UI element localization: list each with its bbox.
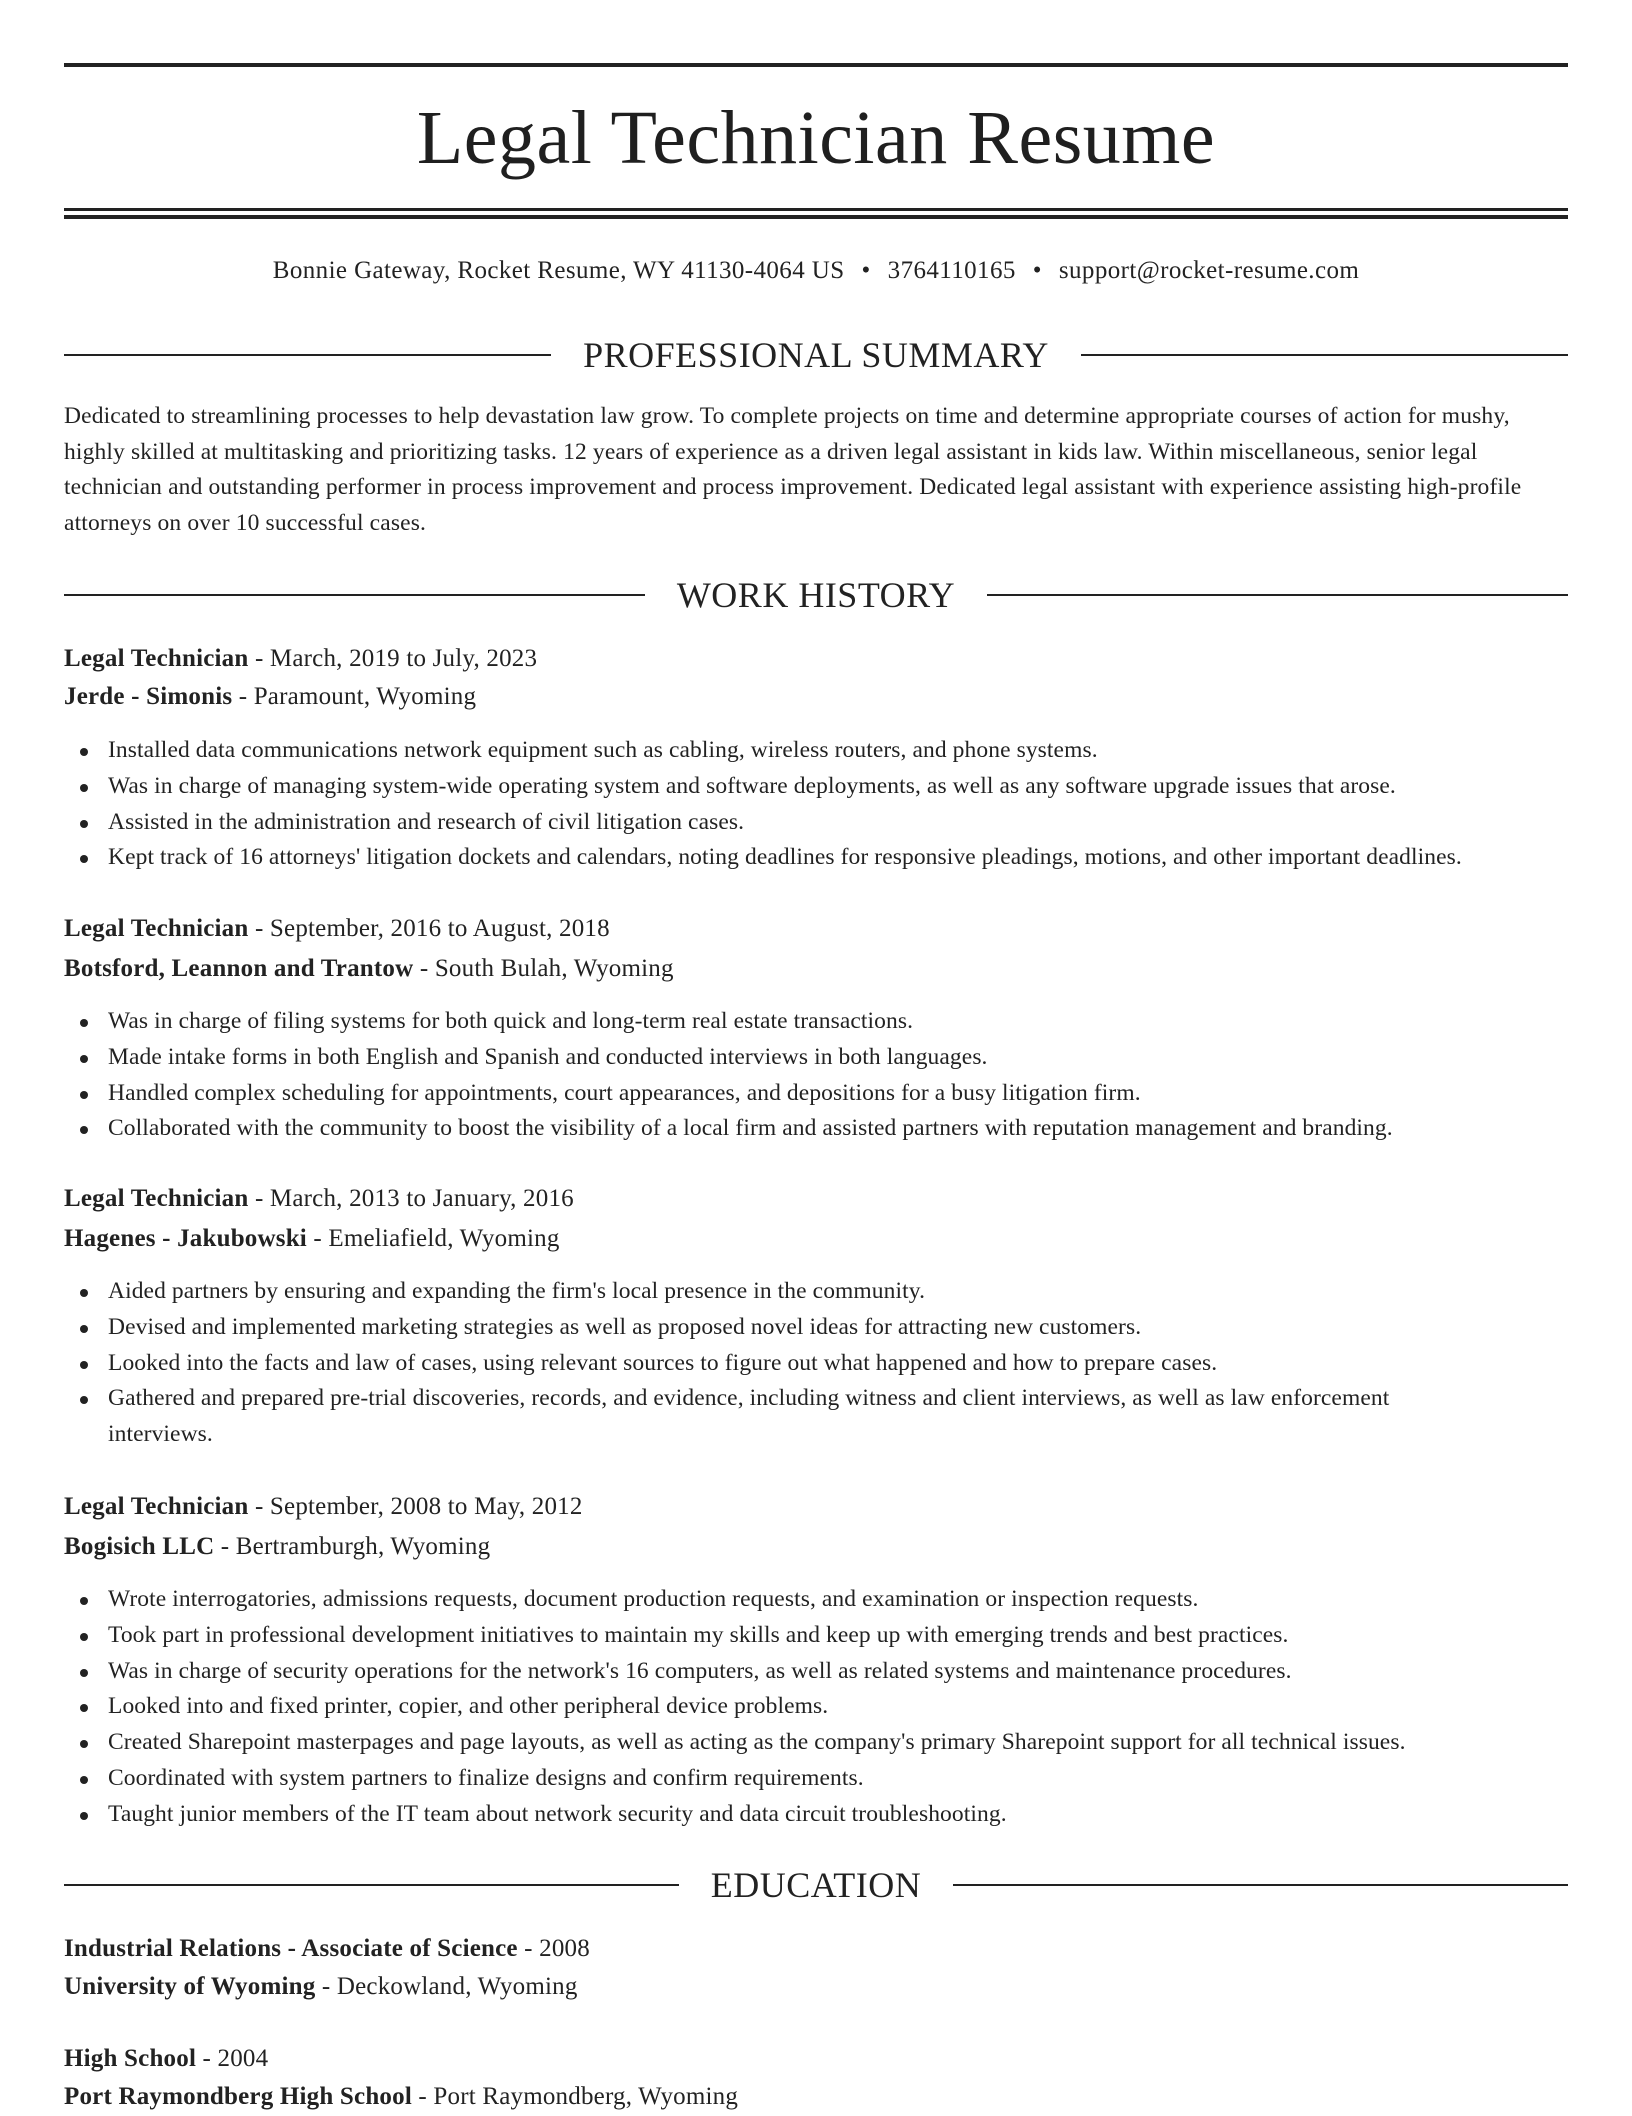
- job-location: - South Bulah, Wyoming: [413, 955, 674, 982]
- contact-phone: 3764110165: [887, 257, 1016, 284]
- job-location: - Emeliafield, Wyoming: [306, 1225, 560, 1252]
- summary-paragraph: Dedicated to streamlining processes to help devastation law grow. To complete projects on time and determine appropriate courses of action for mushy, highly skilled at multitasking and prioritizing tasks. 12 years of experience as a driven legal assistant in kids law. Within miscellaneous, senior legal technician and outstanding performer in process improvement and process improvement. Dedicated legal assistant with experience assisting high-profile attorneys on over 10 successful cases.: [64, 403, 1522, 537]
- contact-address: Bonnie Gateway, Rocket Resume, WY 41130-4064 US: [272, 257, 845, 284]
- section-heading-education: [64, 1863, 1568, 1907]
- list-item: Assisted in the administration and research of civil litigation cases.: [64, 805, 1568, 841]
- heading-rule-right: [953, 1884, 1568, 1886]
- education-school-line: [64, 1968, 578, 2006]
- job-location: - Bertramburgh, Wyoming: [214, 1533, 491, 1560]
- job-title-line: [64, 640, 537, 678]
- list-item: Created Sharepoint masterpages and page layouts, as well as acting as the company's primary Sharepoint support for all technical issues.: [64, 1725, 1568, 1761]
- job-company-line: [64, 950, 674, 988]
- education-year: - 2008: [517, 1935, 590, 1962]
- section-title: WORK HISTORY: [676, 575, 956, 615]
- list-item: Aided partners by ensuring and expanding the firm's local presence in the community.: [64, 1274, 1568, 1310]
- heading-rule-left: [64, 594, 645, 596]
- heading-rule-right: [1081, 354, 1568, 356]
- education-location: - Deckowland, Wyoming: [315, 1973, 578, 2000]
- list-item: Coordinated with system partners to finalize designs and confirm requirements.: [64, 1761, 1568, 1797]
- heading-rule-right: [987, 594, 1568, 596]
- education-degree: Industrial Relations - Associate of Science: [64, 1935, 518, 1962]
- title-double-rule-upper: [64, 208, 1568, 211]
- education-school: Port Raymondberg High School: [64, 2083, 412, 2110]
- job-bullets: [64, 733, 1568, 876]
- education-school: University of Wyoming: [64, 1973, 316, 2000]
- education-degree-line: [64, 1930, 590, 1968]
- job-title-line: [64, 1180, 574, 1218]
- list-item: Collaborated with the community to boost the visibility of a local firm and assisted partners with reputation management and branding.: [64, 1111, 1568, 1147]
- contact-separator: •: [861, 257, 871, 284]
- title-double-rule-lower: [64, 215, 1568, 219]
- heading-rule-left: [64, 1884, 679, 1886]
- contact-separator: •: [1032, 257, 1042, 284]
- job-title: Legal Technician: [64, 915, 249, 942]
- job-dates: - September, 2008 to May, 2012: [248, 1493, 583, 1520]
- list-item: Looked into the facts and law of cases, using relevant sources to figure out what happened and how to prepare cases.: [64, 1346, 1568, 1382]
- job-dates: - March, 2019 to July, 2023: [248, 645, 538, 672]
- section-heading-work-history: [64, 573, 1568, 617]
- job-bullets: [64, 1582, 1568, 1833]
- job-company: Bogisich LLC: [64, 1533, 215, 1560]
- list-item: Was in charge of security operations for the network's 16 computers, as well as related systems and maintenance procedures.: [64, 1654, 1568, 1690]
- education-year: - 2004: [196, 2045, 269, 2072]
- job-title: Legal Technician: [64, 1493, 249, 1520]
- page-title: Legal Technician Resume: [416, 96, 1216, 180]
- job-bullets: [64, 1274, 1568, 1453]
- section-title: PROFESSIONAL SUMMARY: [583, 335, 1049, 375]
- list-item: Was in charge of filing systems for both quick and long-term real estate transactions.: [64, 1004, 1568, 1040]
- job-title-line: [64, 910, 610, 948]
- top-rule: [64, 63, 1568, 67]
- job-company-line: [64, 678, 476, 716]
- section-title: EDUCATION: [710, 1865, 922, 1905]
- list-item: Made intake forms in both English and Spanish and conducted interviews in both languages.: [64, 1040, 1568, 1076]
- list-item: Handled complex scheduling for appointments, court appearances, and depositions for a busy litigation firm.: [64, 1076, 1568, 1112]
- job-title: Legal Technician: [64, 1185, 249, 1212]
- job-title-line: [64, 1488, 583, 1526]
- job-bullets: [64, 1004, 1568, 1147]
- job-company: Botsford, Leannon and Trantow: [64, 955, 414, 982]
- job-dates: - March, 2013 to January, 2016: [248, 1185, 574, 1212]
- heading-rule-left: [64, 354, 551, 356]
- job-title: Legal Technician: [64, 645, 249, 672]
- contact-email: support@rocket-resume.com: [1058, 257, 1360, 284]
- list-item: Devised and implemented marketing strategies as well as proposed novel ideas for attracting new customers.: [64, 1310, 1568, 1346]
- contact-line: [64, 254, 1568, 288]
- job-company: Jerde - Simonis: [64, 683, 233, 710]
- job-company-line: [64, 1220, 560, 1258]
- job-company-line: [64, 1528, 490, 1566]
- list-item: Was in charge of managing system-wide operating system and software deployments, as well as any software upgrade issues that arose.: [64, 769, 1568, 805]
- list-item: Took part in professional development initiatives to maintain my skills and keep up with emerging trends and best practices.: [64, 1618, 1568, 1654]
- list-item: Installed data communications network equipment such as cabling, wireless routers, and phone systems.: [64, 733, 1568, 769]
- education-degree-line: [64, 2040, 268, 2078]
- list-item: Gathered and prepared pre-trial discoveries, records, and evidence, including witness and client interviews, as well as law enforcement interviews.: [64, 1381, 1568, 1453]
- job-dates: - September, 2016 to August, 2018: [248, 915, 610, 942]
- education-degree: High School: [64, 2045, 197, 2072]
- list-item: Taught junior members of the IT team about network security and data circuit troubleshooting.: [64, 1797, 1568, 1833]
- list-item: Kept track of 16 attorneys' litigation dockets and calendars, noting deadlines for responsive pleadings, motions, and other important deadlines.: [64, 840, 1568, 876]
- list-item: Wrote interrogatories, admissions requests, document production requests, and examination or inspection requests.: [64, 1582, 1568, 1618]
- job-location: - Paramount, Wyoming: [232, 683, 477, 710]
- job-company: Hagenes - Jakubowski: [64, 1225, 307, 1252]
- list-item: Looked into and fixed printer, copier, and other peripheral device problems.: [64, 1689, 1568, 1725]
- education-school-line: [64, 2078, 738, 2116]
- section-heading-summary: [64, 333, 1568, 377]
- education-location: - Port Raymondberg, Wyoming: [411, 2083, 739, 2110]
